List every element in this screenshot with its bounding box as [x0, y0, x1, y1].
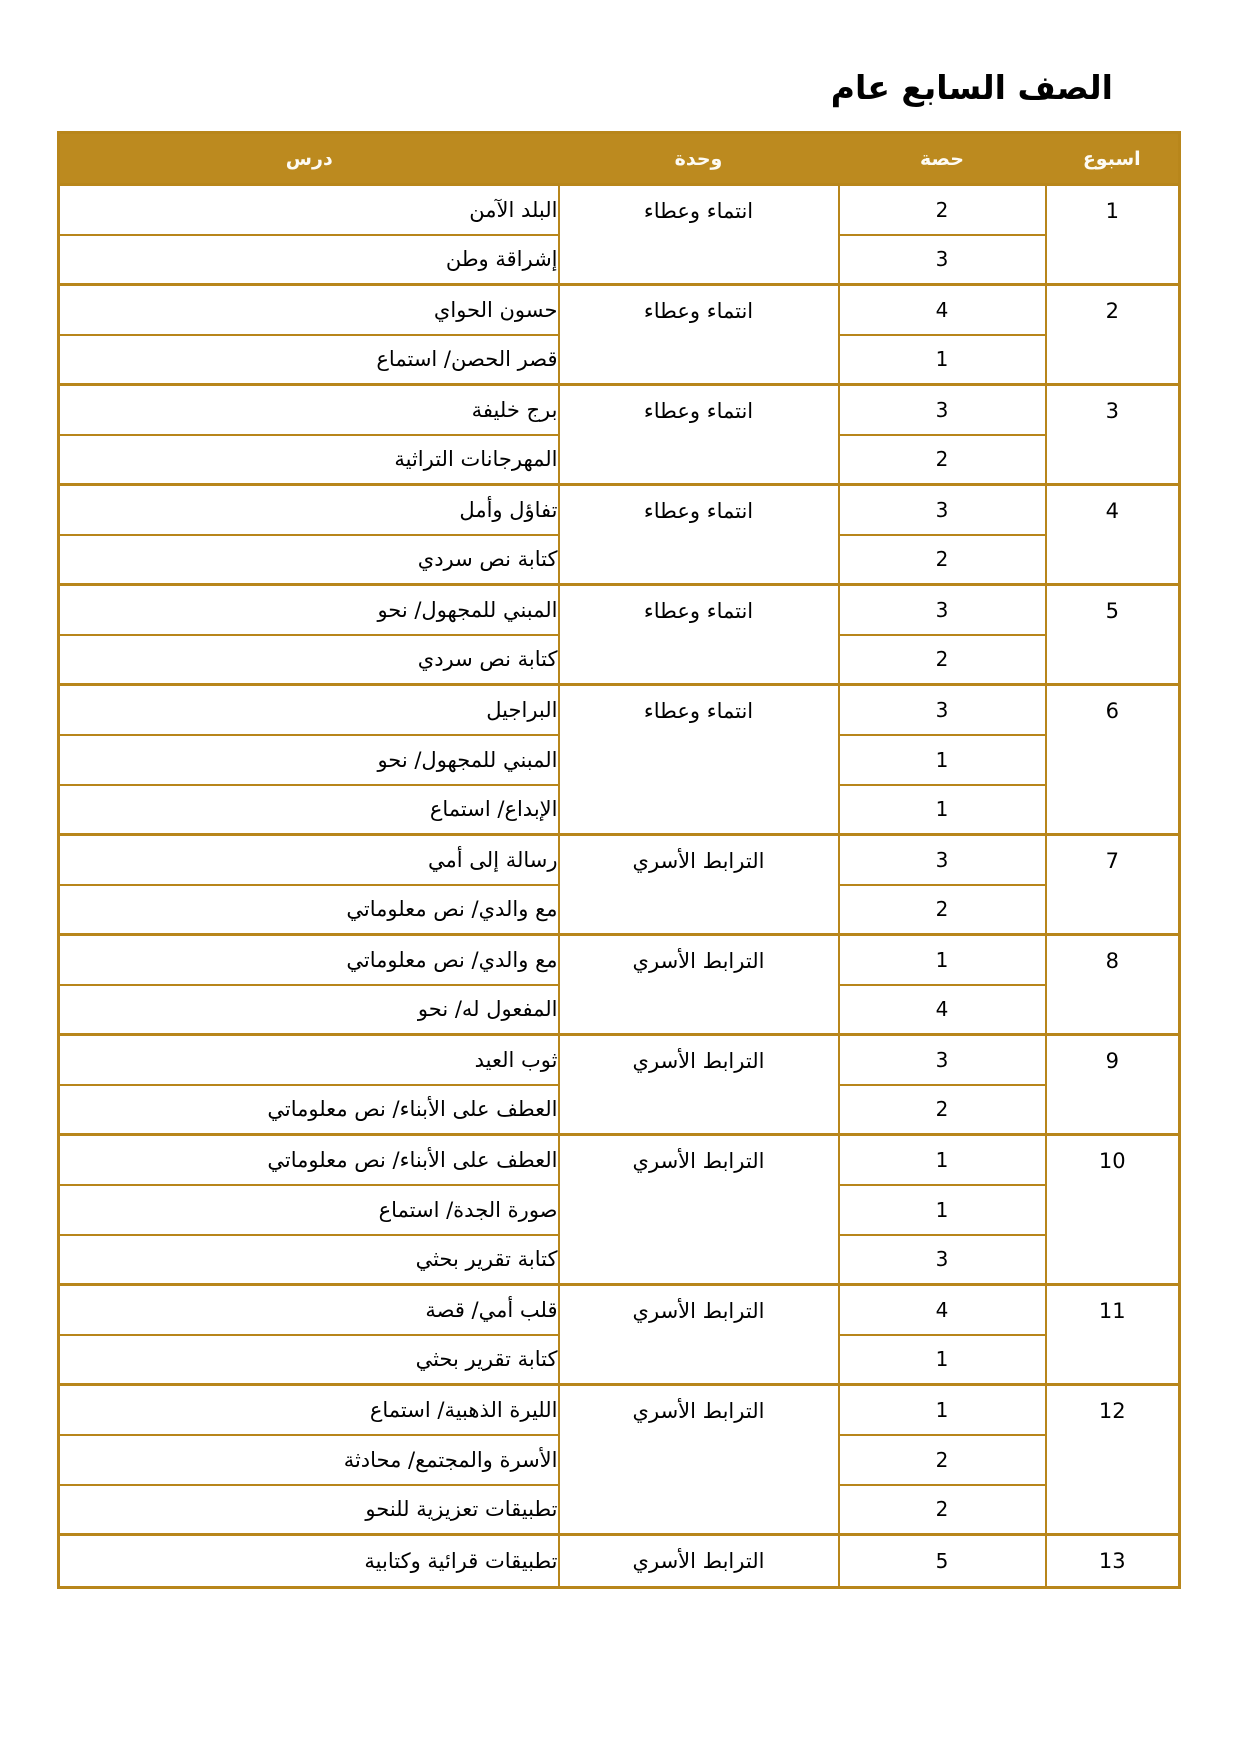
week-cell-label: 7: [1105, 849, 1119, 873]
table-row: [59, 1285, 1180, 1335]
table-row: [59, 1385, 1180, 1435]
periods-cell: 1: [839, 335, 1046, 385]
week-cell-label: 12: [1098, 1399, 1126, 1423]
table-body: [59, 185, 1180, 1588]
week-cell-label: 9: [1105, 1049, 1119, 1073]
lesson-cell: كتابة نص سردي: [59, 535, 559, 585]
table-row: [59, 1135, 1180, 1185]
table-row: [59, 685, 1180, 735]
week-cell-label: 6: [1105, 699, 1119, 723]
unit-cell-label: انتماء وعطاء: [643, 299, 754, 323]
lesson-cell: الإبداع/ استماع: [59, 785, 559, 835]
lesson-cell: المبني للمجهول/ نحو: [59, 585, 559, 635]
table-row: [59, 835, 1180, 885]
unit-cell-label: انتماء وعطاء: [643, 699, 754, 723]
periods-cell: 4: [839, 285, 1046, 335]
lesson-cell: البلد الآمن: [59, 185, 559, 235]
lesson-cell: العطف على الأبناء/ نص معلوماتي: [59, 1135, 559, 1185]
periods-cell: 1: [839, 1335, 1046, 1385]
header-unit: وحدة: [559, 133, 839, 185]
header-period: حصة: [839, 133, 1046, 185]
periods-cell: 5: [839, 1535, 1046, 1588]
table-header: [59, 133, 1180, 185]
lesson-cell: تطبيقات قرائية وكتابية: [59, 1535, 559, 1588]
unit-cell-label: انتماء وعطاء: [643, 399, 754, 423]
lesson-cell: كتابة نص سردي: [59, 635, 559, 685]
table-row: [59, 385, 1180, 435]
unit-cell: [559, 1385, 839, 1535]
periods-cell: 1: [839, 1135, 1046, 1185]
periods-cell: 1: [839, 1185, 1046, 1235]
week-cell-label: 11: [1098, 1299, 1126, 1323]
lesson-cell: الأسرة والمجتمع/ محادثة: [59, 1435, 559, 1485]
lesson-cell: المهرجانات التراثية: [59, 435, 559, 485]
week-cell: [1046, 385, 1180, 485]
week-cell-label: 1: [1105, 199, 1119, 223]
week-cell: [1046, 685, 1180, 835]
week-cell: [1046, 485, 1180, 585]
lesson-cell: رسالة إلى أمي: [59, 835, 559, 885]
header-lesson: درس: [59, 133, 559, 185]
periods-cell: 1: [839, 935, 1046, 985]
periods-cell: 3: [839, 385, 1046, 435]
periods-cell: 4: [839, 1285, 1046, 1335]
unit-cell: [559, 285, 839, 385]
unit-cell-label: الترابط الأسري: [632, 1299, 765, 1323]
header-week: اسبوع: [1046, 133, 1180, 185]
lesson-cell: برج خليفة: [59, 385, 559, 435]
lesson-cell: العطف على الأبناء/ نص معلوماتي: [59, 1085, 559, 1135]
week-cell-label: 4: [1105, 499, 1119, 523]
unit-cell: [559, 185, 839, 285]
unit-cell-label: الترابط الأسري: [632, 1549, 765, 1573]
week-cell-label: 13: [1098, 1549, 1126, 1573]
unit-cell: [559, 935, 839, 1035]
week-cell: [1046, 1285, 1180, 1385]
unit-cell-label: الترابط الأسري: [632, 1399, 765, 1423]
periods-cell: 1: [839, 1385, 1046, 1435]
lesson-cell: تفاؤل وأمل: [59, 485, 559, 535]
periods-cell: 3: [839, 1035, 1046, 1085]
lesson-cell: الليرة الذهبية/ استماع: [59, 1385, 559, 1435]
periods-cell: 2: [839, 635, 1046, 685]
week-cell: [1046, 835, 1180, 935]
periods-cell: 3: [839, 1235, 1046, 1285]
lesson-cell: المفعول له/ نحو: [59, 985, 559, 1035]
unit-cell: [559, 385, 839, 485]
table-row: [59, 485, 1180, 535]
periods-cell: 2: [839, 435, 1046, 485]
week-cell: [1046, 185, 1180, 285]
unit-cell-label: الترابط الأسري: [632, 849, 765, 873]
week-cell-label: 3: [1105, 399, 1119, 423]
periods-cell: 2: [839, 535, 1046, 585]
week-cell-label: 5: [1105, 599, 1119, 623]
lesson-cell: حسون الحواي: [59, 285, 559, 335]
unit-cell: [559, 1035, 839, 1135]
lesson-cell: مع والدي/ نص معلوماتي: [59, 935, 559, 985]
unit-cell: [559, 485, 839, 585]
unit-cell: [559, 1135, 839, 1285]
unit-cell-label: الترابط الأسري: [632, 1149, 765, 1173]
lesson-cell: كتابة تقرير بحثي: [59, 1235, 559, 1285]
unit-cell: [559, 1535, 839, 1588]
lesson-cell: ثوب العيد: [59, 1035, 559, 1085]
periods-cell: 2: [839, 185, 1046, 235]
table-row: [59, 185, 1180, 235]
week-cell: [1046, 1035, 1180, 1135]
lesson-cell: قلب أمي/ قصة: [59, 1285, 559, 1335]
lesson-cell: كتابة تقرير بحثي: [59, 1335, 559, 1385]
lesson-cell: تطبيقات تعزيزية للنحو: [59, 1485, 559, 1535]
table-row: [59, 1035, 1180, 1085]
header-row: [59, 133, 1180, 185]
periods-cell: 2: [839, 1435, 1046, 1485]
periods-cell: 3: [839, 685, 1046, 735]
periods-cell: 1: [839, 785, 1046, 835]
week-cell: [1046, 1535, 1180, 1588]
lesson-cell: إشراقة وطن: [59, 235, 559, 285]
lesson-cell: البراجيل: [59, 685, 559, 735]
periods-cell: 2: [839, 1085, 1046, 1135]
unit-cell: [559, 685, 839, 835]
unit-cell-label: انتماء وعطاء: [643, 499, 754, 523]
week-cell-label: 8: [1105, 949, 1119, 973]
unit-cell-label: الترابط الأسري: [632, 949, 765, 973]
week-cell: [1046, 1135, 1180, 1285]
week-cell: [1046, 585, 1180, 685]
periods-cell: 3: [839, 585, 1046, 635]
week-cell-label: 10: [1098, 1149, 1126, 1173]
lesson-cell: المبني للمجهول/ نحو: [59, 735, 559, 785]
schedule-table: [57, 131, 1181, 1589]
table-row: [59, 1535, 1180, 1588]
table-row: [59, 585, 1180, 635]
periods-cell: 1: [839, 735, 1046, 785]
unit-cell: [559, 1285, 839, 1385]
periods-cell: 3: [839, 485, 1046, 535]
lesson-cell: صورة الجدة/ استماع: [59, 1185, 559, 1235]
lesson-cell: مع والدي/ نص معلوماتي: [59, 885, 559, 935]
unit-cell: [559, 835, 839, 935]
unit-cell-label: الترابط الأسري: [632, 1049, 765, 1073]
lesson-cell: قصر الحصن/ استماع: [59, 335, 559, 385]
periods-cell: 3: [839, 835, 1046, 885]
periods-cell: 2: [839, 1485, 1046, 1535]
unit-cell-label: انتماء وعطاء: [643, 599, 754, 623]
table-row: [59, 935, 1180, 985]
week-cell: [1046, 935, 1180, 1035]
week-cell: [1046, 285, 1180, 385]
periods-cell: 4: [839, 985, 1046, 1035]
week-cell: [1046, 1385, 1180, 1535]
week-cell-label: 2: [1105, 299, 1119, 323]
periods-cell: 3: [839, 235, 1046, 285]
unit-cell: [559, 585, 839, 685]
table-row: [59, 285, 1180, 335]
periods-cell: 2: [839, 885, 1046, 935]
unit-cell-label: انتماء وعطاء: [643, 199, 754, 223]
page-title: الصف السابع عام: [830, 68, 1113, 107]
